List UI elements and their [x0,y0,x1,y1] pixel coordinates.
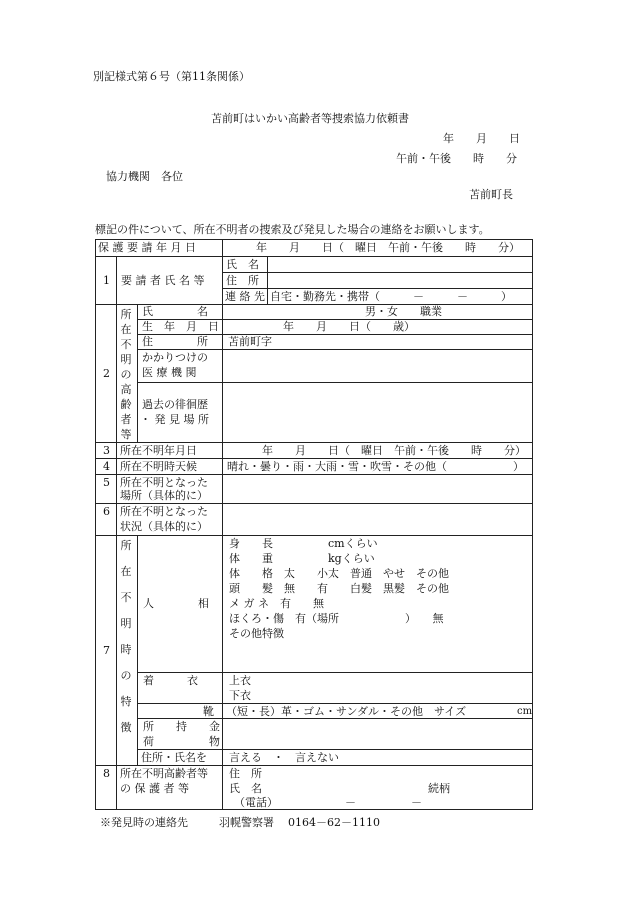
requester-contact-label: 連 絡 先 [225,290,265,303]
person-name-label: 氏 名 [142,305,208,318]
row-number-1: 1 [103,274,110,287]
form-number: 別記様式第６号（第11条関係） [93,70,250,83]
glasses-options[interactable]: メ ガ ネ 有 無 [229,597,324,610]
shoes-options[interactable]: （短・長）革・ゴム・サンダル・その他 サイズ [226,705,467,718]
intro-text: 標記の件について、所在不明者の捜索及び発見した場合の連絡をお願いします。 [95,223,490,236]
request-date-field[interactable]: 年 月 日（ 曜日 午前・午後 時 分） [256,241,520,254]
person-address-label: 住 所 [142,335,208,348]
person-address-field[interactable]: 苫前町字 [228,335,272,348]
request-date-label: 保 護 要 請 年 月 日 [98,241,196,254]
row-number-3: 3 [103,444,110,457]
wandering-history-label-2: ・ 発 見 場 所 [140,413,209,426]
contact-phone: 0164－62－1110 [288,816,380,829]
missing-situation-label-2: 状況（具体的に） [120,520,208,533]
upper-clothing-field[interactable]: 上衣 [229,674,251,687]
other-features-label: その他特徴 [229,627,284,640]
requester-name-label: 氏 名 [226,258,259,271]
wandering-history-field[interactable] [223,383,532,442]
requester-name-field[interactable] [268,257,532,272]
weather-options[interactable]: 晴れ・曇り・雨・大雨・雪・吹雪・その他（ ） [227,460,524,473]
medical-institution-label-1: かかりつけの [142,351,208,364]
birthdate-field[interactable]: 年 月 日（ 歳） [283,320,415,333]
missing-situation-field[interactable] [223,504,532,535]
lower-clothing-field[interactable]: 下衣 [229,689,251,702]
sex-occupation-field[interactable]: 男・女 職業 [365,305,442,318]
weight-field[interactable]: 体 重 kgくらい [229,552,375,565]
requester-contact-field[interactable]: 自宅・勤務先・携帯（ － － ） [270,290,512,303]
hair-options[interactable]: 頭 髪 無 有 白髪 黒髪 その他 [229,582,449,595]
missing-place-label-2: 場所（具体的に） [120,489,208,502]
shoe-size-unit: cm [517,706,533,717]
date-fields: 年 月 日 [443,132,520,145]
birthdate-label: 生 年 月 日 [142,320,219,333]
clothing-label: 着 衣 [143,674,198,687]
other-features-field[interactable] [223,642,532,672]
medical-institution-field[interactable] [223,350,532,382]
medical-institution-label-2: 医 療 機 関 [142,366,197,379]
row-number-6: 6 [103,505,110,518]
row-number-4: 4 [103,460,110,473]
requester-address-field[interactable] [268,273,532,288]
requester-label: 要 請 者 氏 名 等 [121,274,205,287]
belongings-label: 荷 物 [143,735,220,748]
can-state-options[interactable]: 言える ・ 言えない [229,751,339,764]
appearance-label: 人 相 [143,597,209,610]
requester-address-label: 住 所 [226,274,259,287]
guardian-label-2: の 保 護 者 等 [120,782,189,795]
guardian-phone-field[interactable]: － － [345,796,422,809]
recipient: 協力機関 各位 [106,170,183,183]
build-options[interactable]: 体 格 太 小太 普通 やせ その他 [229,567,449,580]
guardian-label-1: 所在不明高齢者等 [120,767,208,780]
height-field[interactable]: 身 長 cmくらい [229,537,378,550]
wandering-history-label-1: 過去の徘徊歴 [142,398,208,411]
missing-date-field[interactable]: 年 月 日（ 曜日 午前・午後 時 分） [262,444,526,457]
sender: 苫前町長 [469,188,513,201]
row-number-8: 8 [103,767,110,780]
mole-scar-options[interactable]: ほくろ・傷 有（場所 ） 無 [229,612,444,625]
guardian-relation-field[interactable]: 続柄 [428,782,450,795]
missing-place-field[interactable] [223,475,532,503]
missing-date-label: 所在不明年月日 [120,444,197,457]
weather-label: 所在不明時天候 [120,460,197,473]
missing-situation-label-1: 所在不明となった [120,505,208,518]
row-number-5: 5 [103,476,110,489]
contact-label: ※発見時の連絡先 [100,816,188,829]
guardian-address-field[interactable]: 住 所 [229,767,262,780]
missing-person-group-label: 所 在 不 明 の 高 齢 者 等 [120,308,132,441]
guardian-name-field[interactable]: 氏 名 [229,782,262,795]
missing-place-label-1: 所在不明となった [120,476,208,489]
contact-organization: 羽幌警察署 [219,816,274,829]
time-fields: 午前・午後 時 分 [396,152,517,165]
guardian-phone-label: （電話） [234,796,278,809]
money-label: 所 持 金 [143,720,220,733]
row-number-7: 7 [103,644,110,657]
can-state-label: 住所・氏名を [141,751,207,764]
document-title: 苫前町はいかい高齢者等捜索協力依頼書 [211,112,409,125]
row-number-2: 2 [103,367,110,380]
belongings-field[interactable] [223,719,532,749]
features-group-label: 所 在 不 明 時 の 特 徴 [120,539,132,734]
shoes-label: 靴 [203,705,214,718]
